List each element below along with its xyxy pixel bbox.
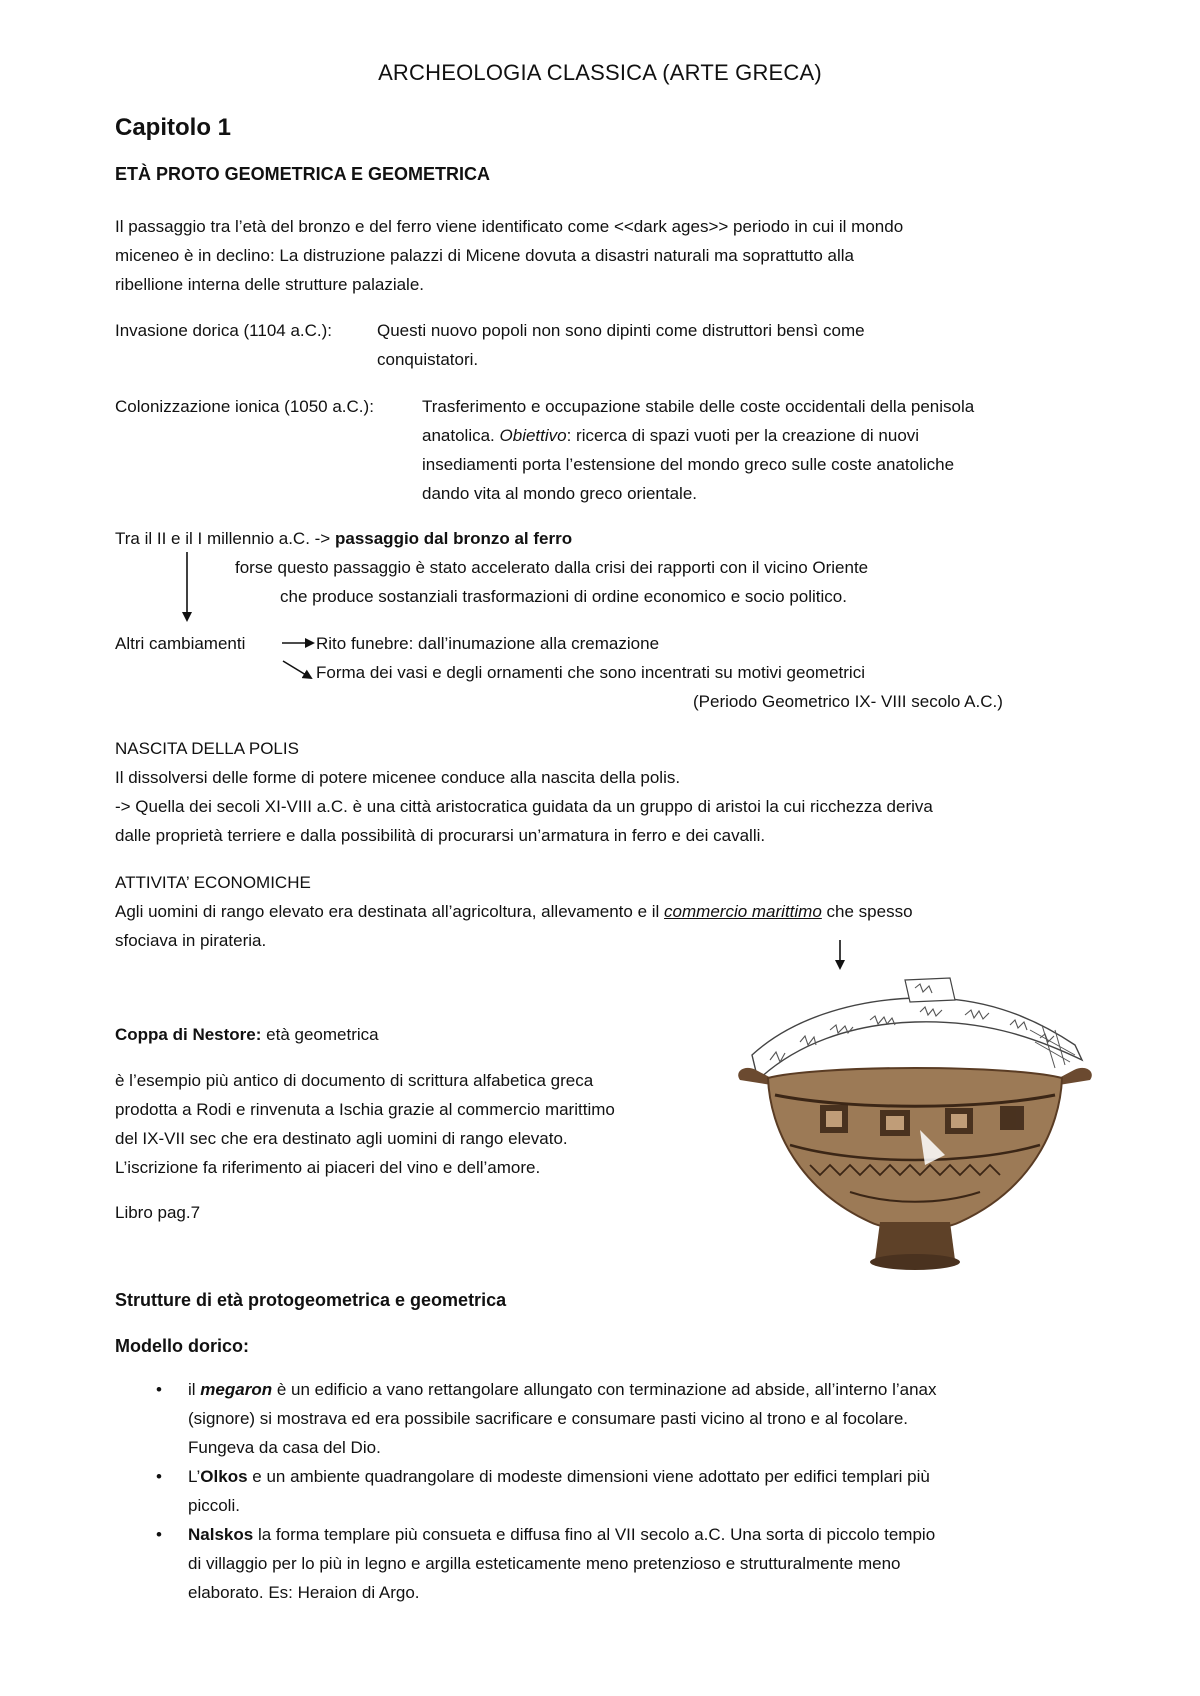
coppa-title-rest: età geometrica	[266, 1025, 379, 1044]
strutture-heading: Strutture di età protogeometrica e geometrica	[115, 1290, 507, 1310]
intro-line-1: Il passaggio tra l’età del bronzo e del ferro viene identificato come <<dark ages>> periodo in cui il mondo	[115, 217, 904, 236]
cambiamenti-item-2: Forma dei vasi e degli ornamenti che sono incentrati su motivi geometrici	[316, 663, 865, 682]
passaggio-bold: passaggio dal bronzo al ferro	[334, 529, 573, 548]
bullet-icon: •	[156, 1467, 162, 1486]
nestor-cup-drawing	[730, 960, 1100, 1305]
diagonal-arrow-icon	[283, 661, 311, 678]
coppa-line-3: del IX-VII sec che era destinato agli uomini di rango elevato.	[115, 1129, 568, 1148]
colonizzazione-line-2-pre: anatolica.	[422, 426, 495, 445]
economia-line-1-pre: Agli uomini di rango elevato era destinata all’agricoltura, allevamento e il	[115, 902, 660, 921]
economia-line-1-post: che spesso	[826, 902, 913, 921]
inscription-fragment-icon	[752, 978, 1082, 1080]
coppa-line-4: L’iscrizione fa riferimento ai piaceri del vino e dell’amore.	[115, 1158, 541, 1177]
olkos-pre: L’	[188, 1467, 201, 1486]
coppa-line-1: è l’esempio più antico di documento di scrittura alfabetica greca	[115, 1071, 594, 1090]
megaron-line-3: Fungeva da casa del Dio.	[188, 1438, 381, 1457]
obiettivo-label: Obiettivo	[499, 426, 567, 445]
megaron-text-1: è un edificio a vano rettangolare allungato con terminazione ad abside, all’interno l’anax	[276, 1380, 937, 1399]
olkos-line-2: piccoli.	[188, 1496, 240, 1515]
nalskos-term: Nalskos	[188, 1525, 254, 1544]
olkos-text-1: e un ambiente quadrangolare di modeste dimensioni viene adottato per edifici templari più	[252, 1467, 930, 1486]
passaggio-line-3: che produce sostanziali trasformazioni di ordine economico e socio politico.	[280, 587, 847, 606]
nalskos-text-1: la forma templare più consueta e diffusa fino al VII secolo a.C. Una sorta di piccolo tempio	[257, 1525, 936, 1544]
cambiamenti-label: Altri cambiamenti	[115, 634, 246, 653]
invasione-label: Invasione dorica (1104 a.C.):	[115, 321, 333, 340]
nalskos-line-3: elaborato. Es: Heraion di Argo.	[188, 1583, 420, 1602]
passaggio-line-2: forse questo passaggio è stato accelerato dalla crisi dei rapporti con il vicino Oriente	[235, 558, 869, 577]
colonizzazione-label: Colonizzazione ionica (1050 a.C.):	[115, 397, 374, 416]
cup-body-icon	[738, 1068, 1092, 1270]
document-title: ARCHEOLOGIA CLASSICA (ARTE GRECA)	[378, 60, 822, 85]
colonizzazione-line-1: Trasferimento e occupazione stabile delle coste occidentali della penisola	[422, 397, 975, 416]
colonizzazione-line-3: insediamenti porta l’estensione del mondo greco sulle coste anatoliche	[422, 455, 955, 474]
cambiamenti-note: (Periodo Geometrico IX- VIII secolo A.C.)	[693, 692, 1003, 711]
colonizzazione-line-4: dando vita al mondo greco orientale.	[422, 484, 698, 503]
olkos-term: Olkos	[200, 1467, 248, 1486]
nestor-cup-image	[730, 960, 1100, 1305]
bullet-icon: •	[156, 1380, 162, 1399]
megaron-pre: il	[188, 1380, 196, 1399]
cambiamenti-item-1: Rito funebre: dall’inumazione alla cremazione	[316, 634, 660, 653]
section-heading: ETÀ PROTO GEOMETRICA E GEOMETRICA	[115, 164, 491, 184]
commercio-marittimo-emphasis: commercio marittimo	[664, 902, 822, 921]
economia-heading: ATTIVITA’ ECONOMICHE	[115, 873, 311, 892]
colonizzazione-line-2-post: : ricerca di spazi vuoti per la creazione di nuovi	[566, 426, 920, 445]
modello-dorico-heading: Modello dorico:	[115, 1336, 249, 1356]
polis-heading: NASCITA DELLA POLIS	[115, 739, 299, 758]
intro-line-3: ribellione interna delle strutture palaziale.	[115, 275, 425, 294]
nalskos-line-2: di villaggio per lo più in legno e argilla esteticamente meno pretenzioso e strutturalmente meno	[188, 1554, 901, 1573]
invasione-line-1: Questi nuovo popoli non sono dipinti come distruttori bensì come	[377, 321, 865, 340]
coppa-line-2: prodotta a Rodi e rinvenuta a Ischia grazie al commercio marittimo	[115, 1100, 615, 1119]
economia-line-2: sfociava in pirateria.	[115, 931, 267, 950]
invasione-line-2: conquistatori.	[377, 350, 479, 369]
chapter-heading: Capitolo 1	[115, 114, 232, 141]
coppa-reference: Libro pag.7	[115, 1203, 201, 1222]
coppa-title-bold: Coppa di Nestore:	[115, 1025, 262, 1044]
intro-line-2: miceneo è in declino: La distruzione palazzi di Micene dovuta a disastri naturali ma soprattutto alla	[115, 246, 854, 265]
polis-line-2: -> Quella dei secoli XI-VIII a.C. è una città aristocratica guidata da un gruppo di aristoi la cui ricchezza deriva	[115, 797, 933, 816]
megaron-term: megaron	[200, 1380, 273, 1399]
bullet-icon: •	[156, 1525, 162, 1544]
polis-line-3: dalle proprietà terriere e dalla possibilità di procurarsi un’armatura in ferro e dei cavalli.	[115, 826, 766, 845]
megaron-line-2: (signore) si mostrava ed era possibile sacrificare e consumare pasti vicino al trono e al focolare.	[188, 1409, 908, 1428]
passaggio-pre: Tra il II e il I millennio a.C. ->	[115, 529, 331, 548]
polis-line-1: Il dissolversi delle forme di potere micenee conduce alla nascita della polis.	[115, 768, 681, 787]
